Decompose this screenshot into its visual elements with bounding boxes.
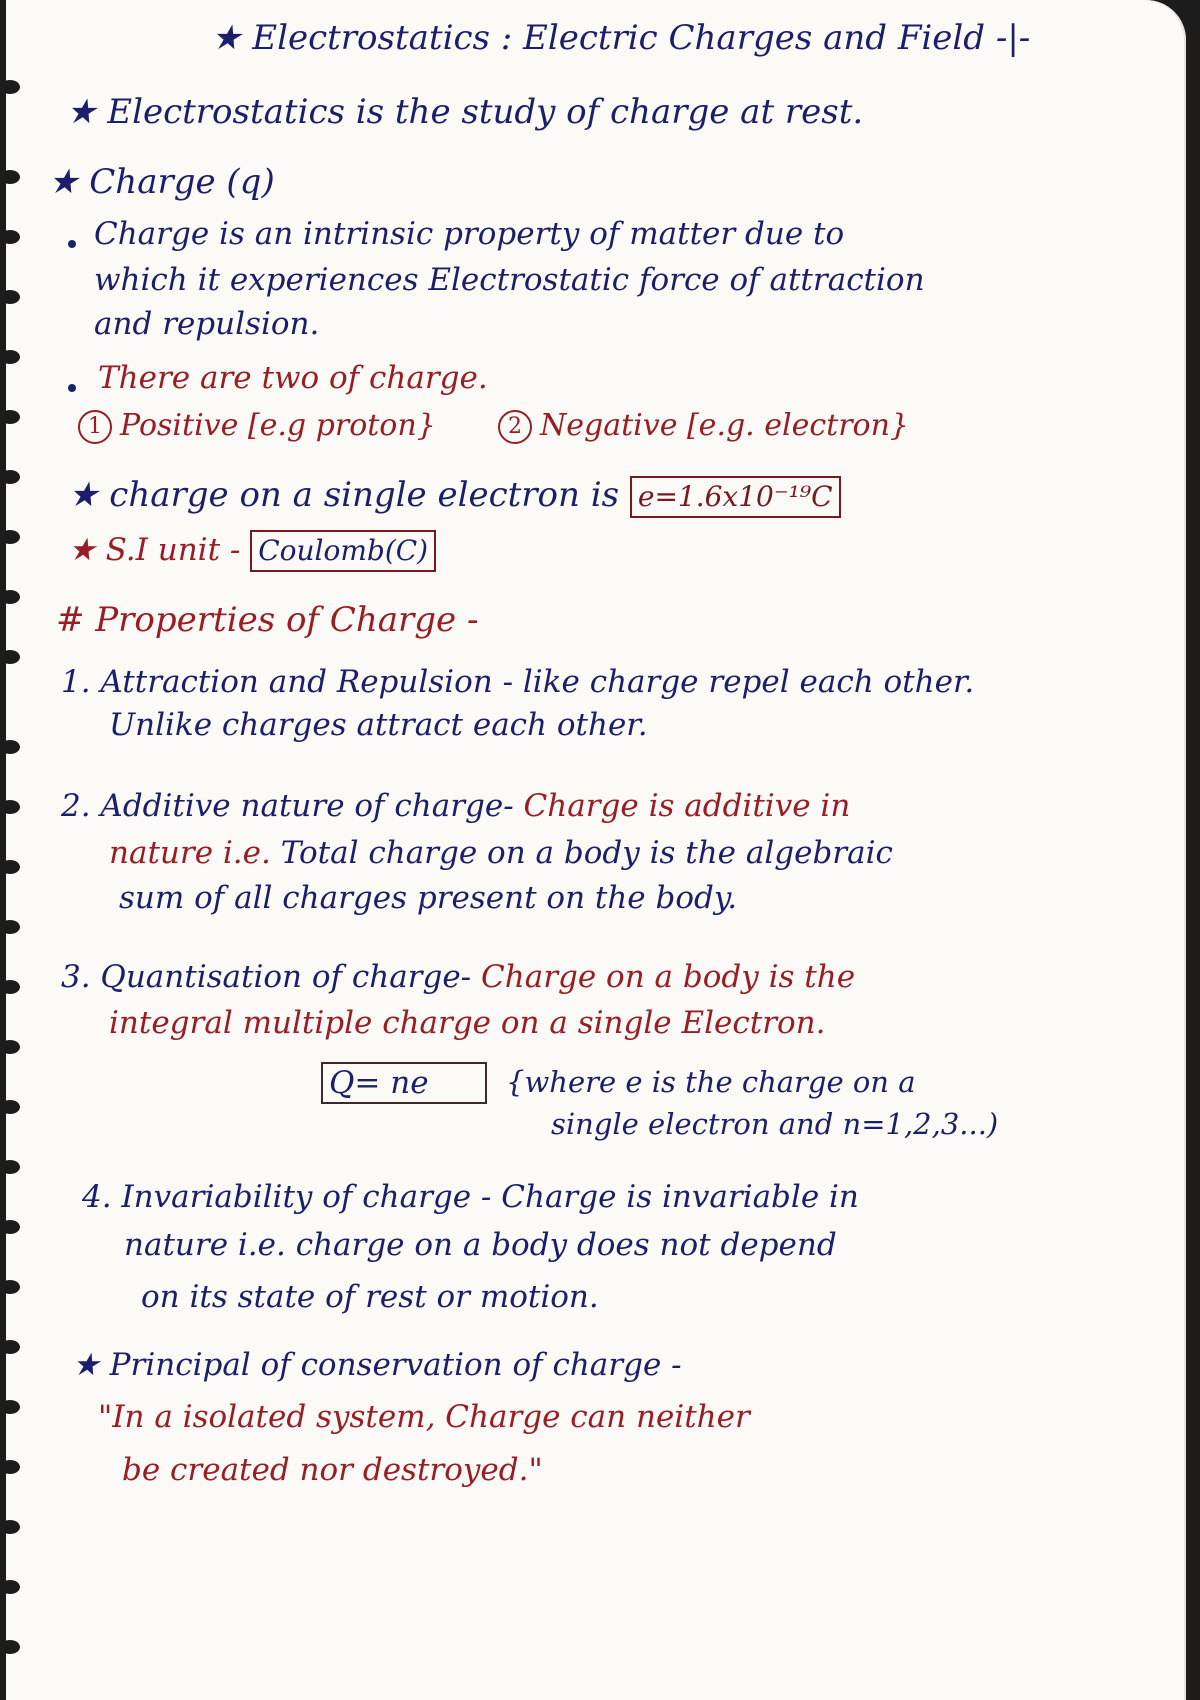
binding-hole — [6, 590, 20, 604]
charge-definition-line-1: Charge is an intrinsic property of matter due to — [94, 216, 845, 252]
charge-heading: ★ Charge (q) — [48, 162, 275, 202]
bullet-dot — [68, 384, 76, 392]
page-title: ★ Electrostatics : Electric Charges and Field -|- — [211, 18, 1031, 58]
property-4-line-3: on its state of rest or motion. — [141, 1279, 599, 1315]
negative-charge — [498, 406, 909, 446]
binding-hole — [6, 470, 20, 484]
property-1-line-1: 1. Attraction and Repulsion - like charge repel each other. — [61, 664, 975, 700]
formula-box: Q= ne — [321, 1062, 487, 1104]
binding-hole — [6, 1040, 20, 1054]
property-3-line-1 — [61, 957, 855, 997]
property-2-line-2 — [109, 833, 893, 873]
si-unit-box: Coulomb(C) — [250, 530, 436, 572]
property-3-text-a: Charge on a body is the — [481, 959, 856, 995]
charge-definition-line-2: which it experiences Electrostatic force of attraction — [94, 262, 925, 298]
electron-charge-text: ★ charge on a single electron is — [68, 475, 620, 515]
property-2-text-c: Total charge on a body is the algebraic — [280, 835, 893, 871]
binding-hole — [6, 1100, 20, 1114]
electron-charge-box: e=1.6x10⁻¹⁹C — [630, 476, 841, 518]
binding-hole — [6, 860, 20, 874]
formula-note-line-2: single electron and n=1,2,3...) — [551, 1107, 999, 1141]
charge-definition-line-3: and repulsion. — [94, 306, 320, 342]
positive-charge-label: Positive [e.g proton} — [120, 408, 436, 443]
negative-charge-label: Negative [e.g. electron} — [540, 408, 910, 443]
electron-charge-line — [68, 475, 841, 518]
intro-line: ★ Electrostatics is the study of charge at rest. — [66, 92, 864, 132]
binding-hole — [6, 350, 20, 364]
binding-hole — [6, 800, 20, 814]
binding-hole — [6, 170, 20, 184]
binding-hole — [6, 230, 20, 244]
binding-hole — [6, 290, 20, 304]
positive-charge — [78, 406, 436, 446]
principle-heading: ★ Principal of conservation of charge - — [72, 1347, 682, 1383]
binding-hole — [6, 1520, 20, 1534]
binding-hole — [6, 740, 20, 754]
property-1-line-2: Unlike charges attract each other. — [109, 707, 648, 743]
property-2-text-a: Charge is additive in — [523, 788, 851, 824]
property-4-line-1: 4. Invariability of charge - Charge is invariable in — [82, 1179, 859, 1215]
binding-hole — [6, 980, 20, 994]
binding-hole — [6, 530, 20, 544]
binding-hole — [6, 1220, 20, 1234]
spiral-binding — [6, 0, 46, 1700]
properties-heading: # Properties of Charge - — [56, 600, 479, 640]
binding-hole — [6, 1580, 20, 1594]
binding-hole — [6, 1400, 20, 1414]
two-types-line: There are two of charge. — [98, 360, 488, 396]
binding-hole — [6, 650, 20, 664]
property-2-line-1 — [61, 786, 850, 826]
binding-hole — [6, 1340, 20, 1354]
binding-hole — [6, 1280, 20, 1294]
binding-hole — [6, 1640, 20, 1654]
property-2-title: 2. Additive nature of charge- — [61, 788, 514, 824]
binding-hole — [6, 410, 20, 424]
property-3-line-2: integral multiple charge on a single Electron. — [109, 1005, 826, 1041]
property-2-text-b: nature i.e. — [109, 835, 271, 871]
binding-hole — [6, 1460, 20, 1474]
property-2-line-3: sum of all charges present on the body. — [119, 880, 738, 916]
binding-hole — [6, 80, 20, 94]
number-two-badge: 2 — [498, 410, 532, 444]
property-4-line-2: nature i.e. charge on a body does not depend — [124, 1227, 837, 1263]
formula-line — [321, 1062, 487, 1104]
bullet-dot — [68, 240, 76, 248]
formula-note-line-1: {where e is the charge on a — [506, 1065, 916, 1099]
notebook-page — [6, 0, 1186, 1700]
si-unit-text: ★ S.I unit - — [68, 532, 241, 568]
binding-hole — [6, 920, 20, 934]
number-one-badge: 1 — [78, 410, 112, 444]
principle-line-1: "In a isolated system, Charge can neither — [98, 1399, 750, 1435]
principle-line-2: be created nor destroyed." — [122, 1452, 543, 1488]
property-3-title: 3. Quantisation of charge- — [61, 959, 472, 995]
binding-hole — [6, 1160, 20, 1174]
si-unit-line — [68, 530, 436, 572]
